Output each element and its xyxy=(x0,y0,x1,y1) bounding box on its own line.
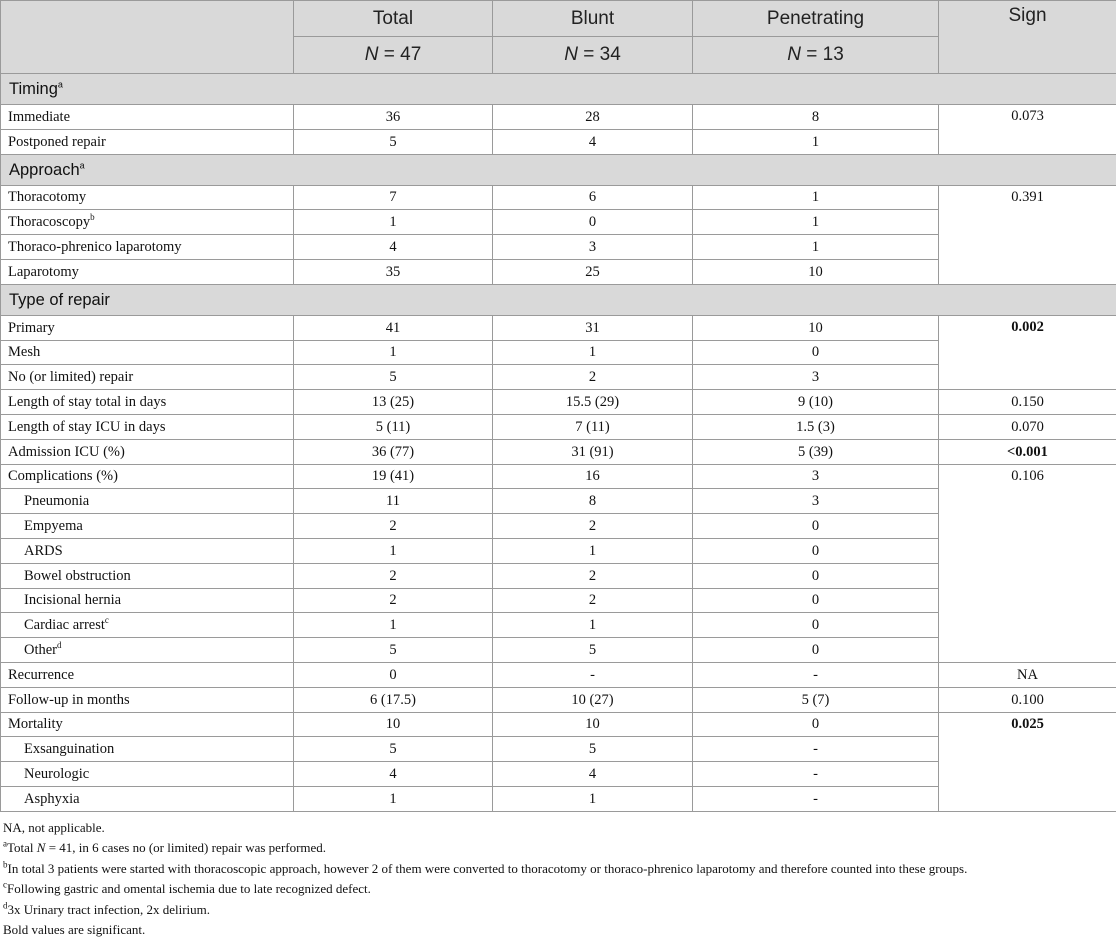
section-timing: Timing$^a$ xyxy=(1,74,1116,105)
col-blunt-header: Blunt xyxy=(493,1,693,37)
table-row: Recurrence 0 - - NA xyxy=(1,662,1116,687)
n-blunt: N = 34 xyxy=(493,37,693,74)
col-total-header: Total xyxy=(294,1,493,37)
complications-sign: 0.106 xyxy=(939,464,1116,662)
table-row: Neurologic 4 4 - xyxy=(1,762,1116,787)
col-penetrating-header: Penetrating xyxy=(693,1,939,37)
table-row: ARDS 1 1 0 xyxy=(1,538,1116,563)
approach-sign: 0.391 xyxy=(939,185,1116,284)
footnote-a: $^a$Total N = 41, in 6 cases no (or limited) repair was performed. xyxy=(3,838,327,856)
table-row: Other$^d$ 5 5 0 xyxy=(1,638,1116,663)
table-row: Length of stay ICU in days 5 (11) 7 (11) 1.5 (3) 0.070 xyxy=(1,414,1116,439)
section-repair: Type of repair xyxy=(1,284,1116,315)
table-row: Follow-up in months 6 (17.5) 10 (27) 5 (7) 0.100 xyxy=(1,687,1116,712)
table-footnotes xyxy=(0,812,1116,941)
table-row: Pneumonia 11 8 3 xyxy=(1,489,1116,514)
table-row: Incisional hernia 2 2 0 xyxy=(1,588,1116,613)
table-row: Primary 41 31 10 0.002 xyxy=(1,315,1116,340)
table-row: No (or limited) repair 5 2 3 xyxy=(1,365,1116,390)
table-row: Mortality 10 10 0 0.025 xyxy=(1,712,1116,737)
table-row: Complications (%) 19 (41) 16 3 0.106 xyxy=(1,464,1116,489)
table-row: Empyema 2 2 0 xyxy=(1,514,1116,539)
repair-sign: 0.002 xyxy=(939,315,1116,389)
n-penetrating: N = 13 xyxy=(693,37,939,74)
table-row: Cardiac arrest$^c$ 1 1 0 xyxy=(1,613,1116,638)
col-sign-header: Sign xyxy=(939,1,1116,74)
footnote-c: $^c$Following gastric and omental ischemia due to late recognized defect. xyxy=(3,879,371,897)
footnote-d: $^d$3x Urinary tract infection, 2x delirium. xyxy=(3,900,211,917)
footnote-na: NA, not applicable. xyxy=(3,819,105,835)
table-row: Length of stay total in days 13 (25) 15.5 (29) 9 (10) 0.150 xyxy=(1,390,1116,415)
table-row: Exsanguination 5 5 - xyxy=(1,737,1116,762)
table-row: Thoracotomy 7 6 1 0.391 xyxy=(1,185,1116,210)
header-row xyxy=(1,1,1116,37)
table-row: Thoraco-phrenico laparotomy 4 3 1 xyxy=(1,235,1116,260)
table-row: Mesh 1 1 0 xyxy=(1,340,1116,365)
table-row: Immediate 36 28 8 0.073 xyxy=(1,105,1116,130)
timing-sign: 0.073 xyxy=(939,105,1116,155)
table-row: Postponed repair 5 4 1 xyxy=(1,129,1116,154)
mortality-sign: 0.025 xyxy=(939,712,1116,811)
table-row: Thoracoscopy$^b$ 1 0 1 xyxy=(1,210,1116,235)
table-row: Laparotomy 35 25 10 xyxy=(1,259,1116,284)
table-row: Admission ICU (%) 36 (77) 31 (91) 5 (39) <0.001 xyxy=(1,439,1116,464)
n-total: N = 47 xyxy=(294,37,493,74)
table-row: Bowel obstruction 2 2 0 xyxy=(1,563,1116,588)
footnote-bold: Bold values are significant. xyxy=(3,922,146,938)
section-approach: Approach$^a$ xyxy=(1,154,1116,185)
table-row: Asphyxia 1 1 - xyxy=(1,786,1116,811)
header-blank xyxy=(1,1,294,74)
footnote-b: $^b$In total 3 patients were started with thoracoscopic approach, however 2 of them were converted to thoracotomy or thoraco-phrenico laparotomy and therefore counted into these groups. xyxy=(3,859,968,876)
